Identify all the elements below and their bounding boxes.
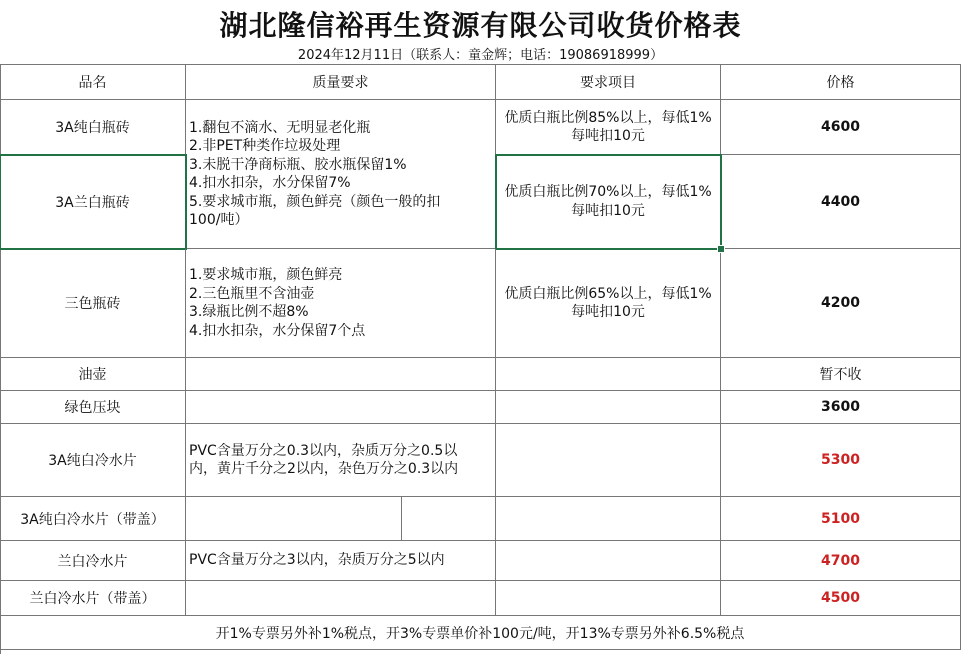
row-quality[interactable]: [186, 249, 496, 358]
row-price[interactable]: 4700: [721, 541, 961, 581]
row-item[interactable]: [496, 358, 721, 391]
sheet-subtitle: 2024年12月11日（联系人：童金辉；电话：19086918999）: [297, 48, 664, 63]
row-item-text: 优质白瓶比例85%以上，每低1% 每吨扣10元: [504, 109, 712, 144]
row-item[interactable]: [496, 424, 721, 497]
row-item[interactable]: [496, 497, 721, 541]
shared-quality-text: 1.翻包不滴水、无明显老化瓶 2.非PET种类作垃圾处理 3.未脱干净商标瓶、胶水瓶保留1% 4.扣水扣杂，水分保留7% 5.要求城市瓶，颜色鲜亮（颜色一般的扣 100/吨）: [189, 119, 441, 228]
row-quality-text: PVC含量万分之3以内，杂质万分之5以内: [189, 552, 445, 569]
row-item-text: 优质白瓶比例70%以上，每低1% 每吨扣10元: [504, 184, 712, 219]
header-name[interactable]: 品名: [0, 65, 186, 100]
row-name[interactable]: 兰白冷水片（带盖）: [0, 581, 186, 616]
row-quality-text: 1.要求城市瓶，颜色鲜亮 2.三色瓶里不含油壶 3.绿瓶比例不超8% 4.扣水扣杂，水分保留7个点: [189, 267, 366, 339]
shared-quality-cell[interactable]: [186, 100, 496, 249]
row-price[interactable]: 暂不收: [721, 358, 961, 391]
row-price[interactable]: 4500: [721, 581, 961, 616]
footer-note[interactable]: 开1%专票另外补1%税点，开3%专票单价补100元/吨，开13%专票另外补6.5%税点: [0, 616, 961, 650]
row-quality[interactable]: [186, 424, 496, 497]
row-item[interactable]: [496, 391, 721, 424]
sheet-title: 湖北隆信裕再生资源有限公司收货价格表: [219, 9, 742, 42]
row-name[interactable]: 绿色压块: [0, 391, 186, 424]
row-price[interactable]: 5300: [721, 424, 961, 497]
header-quality[interactable]: 质量要求: [186, 65, 496, 100]
row-name[interactable]: 油壶: [0, 358, 186, 391]
row-price[interactable]: 5100: [721, 497, 961, 541]
row-price[interactable]: 3600: [721, 391, 961, 424]
row-quality-extra[interactable]: [402, 497, 496, 541]
row-name[interactable]: 3A兰白瓶砖: [0, 155, 186, 249]
row-item-text: 优质白瓶比例65%以上，每低1% 每吨扣10元: [504, 285, 712, 320]
row-item[interactable]: [496, 541, 721, 581]
row-price[interactable]: 4200: [721, 249, 961, 358]
row-quality[interactable]: [186, 358, 496, 391]
row-name[interactable]: 兰白冷水片: [0, 541, 186, 581]
row-item[interactable]: [496, 100, 721, 155]
row-item[interactable]: [496, 581, 721, 616]
row-price[interactable]: 4400: [721, 155, 961, 249]
row-name[interactable]: 3A纯白冷水片（带盖）: [0, 497, 186, 541]
header-price[interactable]: 价格: [721, 65, 961, 100]
row-price[interactable]: 4600: [721, 100, 961, 155]
row-quality[interactable]: [186, 497, 402, 541]
selection-handle[interactable]: [717, 245, 725, 253]
row-name[interactable]: 3A纯白冷水片: [0, 424, 186, 497]
row-quality-text: PVC含量万分之0.3以内，杂质万分之0.5以 内，黄片千分之2以内，杂色万分之0.3以内: [189, 442, 459, 477]
header-item[interactable]: 要求项目: [496, 65, 721, 100]
row-item[interactable]: [496, 249, 721, 358]
row-quality[interactable]: [186, 581, 496, 616]
row-name[interactable]: 三色瓶砖: [0, 249, 186, 358]
row-quality[interactable]: [186, 391, 496, 424]
row-item-selected[interactable]: [496, 155, 721, 249]
row-quality[interactable]: [186, 541, 496, 581]
row-name[interactable]: 3A纯白瓶砖: [0, 100, 186, 155]
